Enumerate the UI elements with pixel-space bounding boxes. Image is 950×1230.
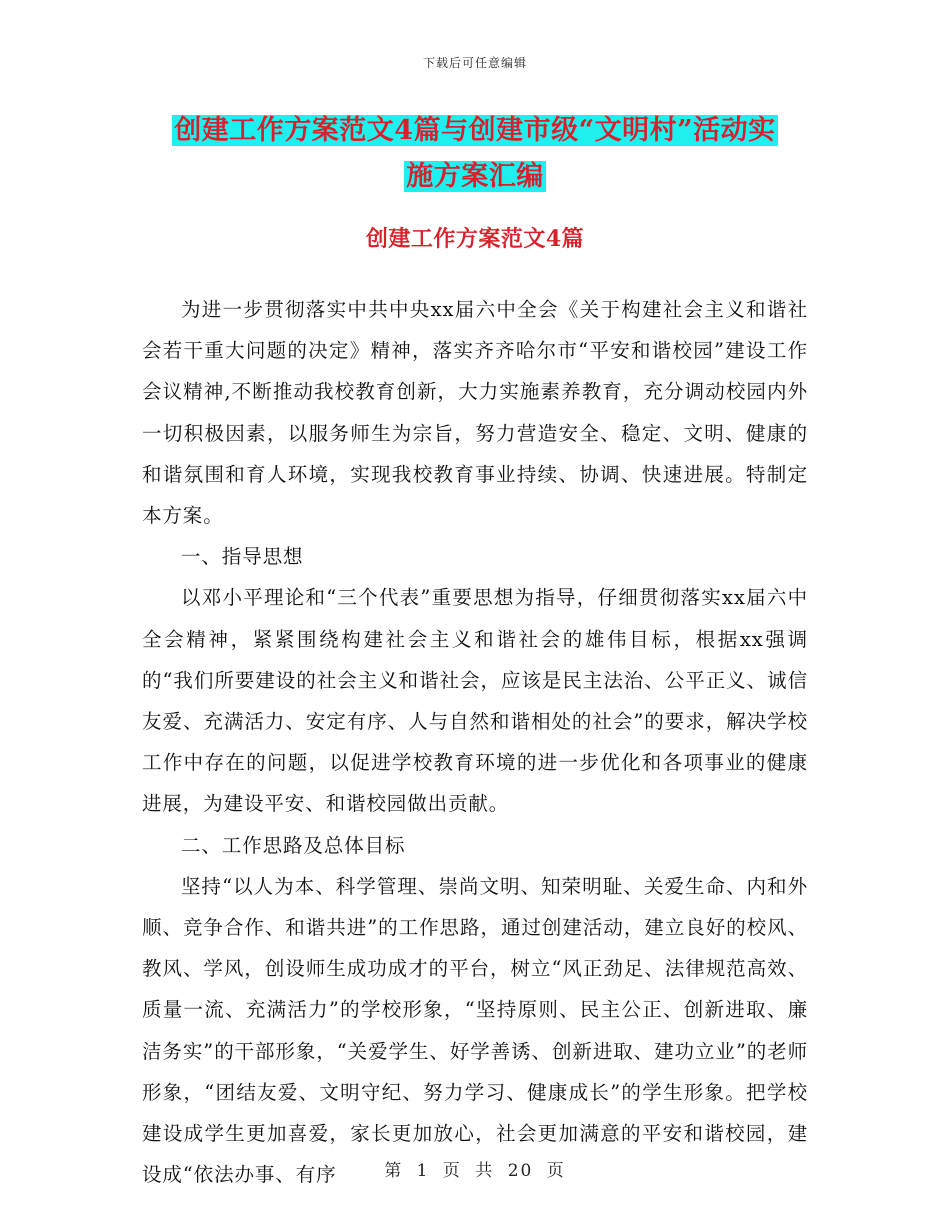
document-title xyxy=(140,108,810,200)
title-line-1: 创建工作方案范文4篇与创建市级“文明村”活动实 xyxy=(174,115,776,146)
heading-work-goals: 二、工作思路及总体目标 xyxy=(181,833,406,857)
paragraph-guiding-ideology: 以邓小平理论和“三个代表”重要思想为指导，仔细贯彻落实xx届六中全会精神，紧紧围绕构建社会主义和谐社会的雄伟目标，根据xx强调的“我们所要建设的社会主义和谐社会，应该是民主法治、公平正义、诚信友爱、充满活力、安定有序、人与自然和谐相处的社会”的要求，解决学校工作中存在的问题，以促进学校教育环境的进一步优化和各项事业的健康进展，为建设平安、和谐校园做出贡献。 xyxy=(142,586,808,816)
paragraph-intro: 为进一步贯彻落实中共中央xx届六中全会《关于构建社会主义和谐社会若干重大问题的决定》精神，落实齐齐哈尔市“平安和谐校园”建设工作会议精神,不断推动我校教育创新，大力实施素养教育，充分调动校园内外一切积极因素，以服务师生为宗旨，努力营造安全、稳定、文明、健康的和谐氛围和育人环境，实现我校教育事业持续、协调、快速进展。特制定本方案。 xyxy=(142,298,808,528)
document-body xyxy=(142,289,808,1195)
page-header-note: 下载后可任意编辑 xyxy=(422,56,527,70)
paragraph-work-goals: 坚持“以人为本、科学管理、崇尚文明、知荣明耻、关爱生命、内和外顺、竞争合作、和谐共进”的工作思路，通过创建活动，建立良好的校风、教风、学风，创设师生成功成才的平台，树立“风正劲足、法律规范高效、质量一流、充满活力”的学校形象，“坚持原则、民主公正、创新进取、廉洁务实”的干部形象，“关爱学生、好学善诱、创新进取、建功立业”的老师形象，“团结友爱、文明守纪、努力学习、健康成长”的学生形象。把学校建设成学生更加喜爱，家长更加放心，社会更加满意的平安和谐校园，建设成“依法办事、有序 xyxy=(142,874,808,1187)
heading-guiding-ideology: 一、指导思想 xyxy=(181,545,304,569)
title-line-2: 施方案汇编 xyxy=(406,161,544,192)
page-number-footer: 第 1 页 共 20 页 xyxy=(384,1161,566,1181)
section-title: 创建工作方案范文4篇 xyxy=(365,226,585,252)
